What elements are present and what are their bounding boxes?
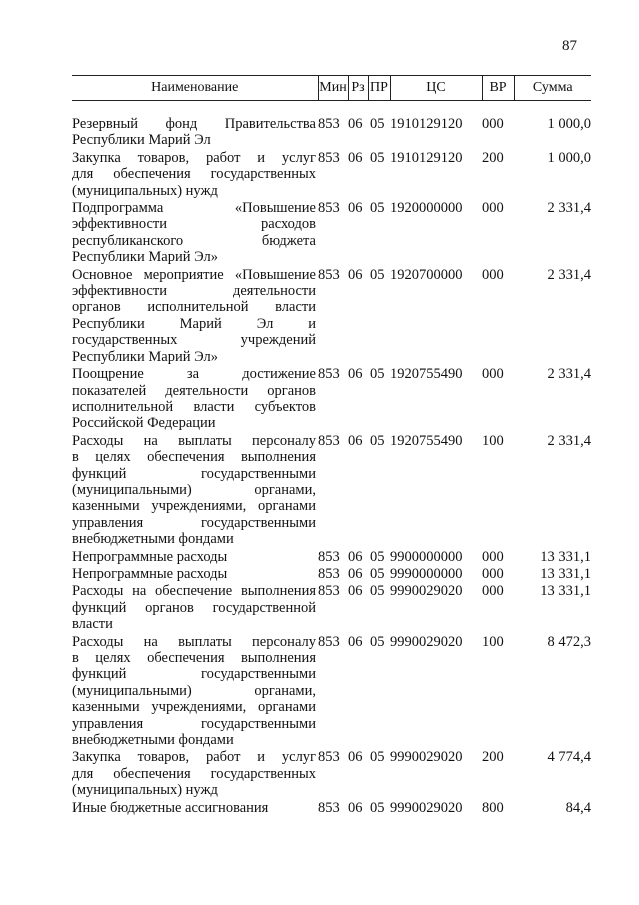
table-row bbox=[72, 583, 591, 632]
row-name bbox=[72, 366, 318, 432]
row-name-line: власти bbox=[72, 616, 113, 633]
row-name-line: эффективности деятельности bbox=[72, 283, 316, 300]
row-vr: 100 bbox=[482, 432, 504, 449]
row-cs: 9990000000 bbox=[390, 565, 463, 582]
header-min: Мин bbox=[318, 76, 348, 101]
row-vr: 200 bbox=[482, 749, 504, 766]
row-pr: 05 bbox=[370, 366, 385, 383]
row-pr: 05 bbox=[370, 565, 385, 582]
row-name-line: функций органов государственной bbox=[72, 599, 316, 616]
row-name-line: в целях обеспечения выполнения bbox=[72, 650, 316, 666]
row-vr: 800 bbox=[482, 799, 504, 816]
row-vr: 000 bbox=[482, 200, 504, 217]
row-min: 853 bbox=[318, 266, 340, 283]
row-rz: 06 bbox=[348, 366, 363, 383]
row-name bbox=[72, 150, 318, 199]
row-name bbox=[72, 200, 318, 266]
row-name-line: (муниципальными) органами, bbox=[72, 481, 316, 498]
row-name-line: функций государственными bbox=[72, 666, 316, 683]
row-sum: 2 331,4 bbox=[547, 366, 591, 383]
header-pr: ПР bbox=[368, 76, 390, 101]
row-min: 853 bbox=[318, 200, 340, 217]
table-row bbox=[72, 800, 591, 816]
row-name-line: показателей деятельности органов bbox=[72, 382, 316, 399]
row-min: 853 bbox=[318, 633, 340, 650]
row-pr: 05 bbox=[370, 432, 385, 449]
row-name-line: Расходы на выплаты персоналу bbox=[72, 633, 316, 650]
row-name-line: Непрограммные расходы bbox=[72, 548, 228, 565]
table-row bbox=[72, 566, 591, 582]
row-cs: 9990029020 bbox=[390, 749, 463, 766]
row-sum: 4 774,4 bbox=[547, 749, 591, 766]
row-name bbox=[72, 634, 318, 749]
header-rz: Рз bbox=[348, 76, 368, 101]
table-row bbox=[72, 116, 591, 149]
table-body bbox=[72, 116, 591, 817]
row-vr: 000 bbox=[482, 565, 504, 582]
table-row bbox=[72, 366, 591, 432]
row-sum: 8 472,3 bbox=[547, 633, 591, 650]
row-vr: 000 bbox=[482, 548, 504, 565]
row-name-line: Республики Марий Эл» bbox=[72, 249, 218, 266]
row-name-line: внебюджетными фондами bbox=[72, 732, 234, 749]
row-name-line: казенными учреждениями, органами bbox=[72, 699, 316, 716]
row-min: 853 bbox=[318, 799, 340, 816]
row-name-line: Закупка товаров, работ и услуг bbox=[72, 749, 316, 766]
row-cs: 9900000000 bbox=[390, 548, 463, 565]
row-vr: 200 bbox=[482, 149, 504, 166]
table-row bbox=[72, 267, 591, 365]
row-rz: 06 bbox=[348, 266, 363, 283]
row-name-line: в целях обеспечения выполнения bbox=[72, 449, 316, 466]
row-vr: 000 bbox=[482, 583, 504, 600]
row-name-line: (муниципальных) нужд bbox=[72, 782, 218, 799]
row-min: 853 bbox=[318, 366, 340, 383]
row-name bbox=[72, 267, 318, 365]
row-pr: 05 bbox=[370, 548, 385, 565]
row-pr: 05 bbox=[370, 799, 385, 816]
table-header bbox=[72, 75, 591, 101]
table-row bbox=[72, 749, 591, 798]
row-sum: 13 331,1 bbox=[540, 548, 591, 565]
row-name-line: исполнительной власти субъектов bbox=[72, 398, 316, 415]
row-min: 853 bbox=[318, 432, 340, 449]
table-row bbox=[72, 150, 591, 199]
row-sum: 13 331,1 bbox=[540, 565, 591, 582]
row-vr: 000 bbox=[482, 116, 504, 132]
row-rz: 06 bbox=[348, 116, 363, 132]
row-min: 853 bbox=[318, 583, 340, 600]
row-pr: 05 bbox=[370, 266, 385, 283]
row-name-line: управления государственными bbox=[72, 514, 316, 531]
row-name-line: Резервный фонд Правительства bbox=[72, 116, 316, 132]
row-name bbox=[72, 433, 318, 548]
row-name-line: Российской Федерации bbox=[72, 415, 216, 432]
row-name-line: (муниципальных) нужд bbox=[72, 182, 218, 199]
row-name-line: Расходы на выплаты персоналу bbox=[72, 432, 316, 449]
row-cs: 1920000000 bbox=[390, 200, 463, 217]
row-vr: 000 bbox=[482, 366, 504, 383]
row-cs: 1910129120 bbox=[390, 116, 463, 132]
row-min: 853 bbox=[318, 749, 340, 766]
row-name-line: управления государственными bbox=[72, 715, 316, 732]
row-name-line: Основное мероприятие «Повышение bbox=[72, 266, 316, 283]
row-cs: 9990029020 bbox=[390, 799, 463, 816]
row-name-line: Республики Марий Эл» bbox=[72, 348, 218, 365]
row-name bbox=[72, 749, 318, 798]
row-name-line: функций государственными bbox=[72, 465, 316, 482]
row-cs: 1920755490 bbox=[390, 366, 463, 383]
row-min: 853 bbox=[318, 565, 340, 582]
row-min: 853 bbox=[318, 149, 340, 166]
row-rz: 06 bbox=[348, 749, 363, 766]
row-name bbox=[72, 116, 318, 149]
row-name-line: Закупка товаров, работ и услуг bbox=[72, 149, 316, 166]
row-sum: 84,4 bbox=[565, 799, 591, 816]
row-cs: 1920755490 bbox=[390, 432, 463, 449]
row-pr: 05 bbox=[370, 749, 385, 766]
row-name-line: (муниципальными) органами, bbox=[72, 682, 316, 699]
table-row bbox=[72, 549, 591, 565]
row-pr: 05 bbox=[370, 633, 385, 650]
row-vr: 100 bbox=[482, 633, 504, 650]
row-name-line: казенными учреждениями, органами bbox=[72, 498, 316, 515]
row-cs: 1920700000 bbox=[390, 266, 463, 283]
row-name-line: республиканского бюджета bbox=[72, 232, 316, 249]
row-cs: 1910129120 bbox=[390, 149, 463, 166]
row-name bbox=[72, 800, 318, 816]
row-name-line: Республики Марий Эл bbox=[72, 132, 211, 149]
row-cs: 9990029020 bbox=[390, 633, 463, 650]
row-pr: 05 bbox=[370, 149, 385, 166]
row-rz: 06 bbox=[348, 633, 363, 650]
row-name-line: государственных учреждений bbox=[72, 332, 316, 349]
row-name-line: для обеспечения государственных bbox=[72, 765, 316, 782]
header-cs: ЦС bbox=[390, 76, 482, 101]
row-name-line: внебюджетными фондами bbox=[72, 531, 234, 548]
row-name bbox=[72, 583, 318, 632]
row-sum: 1 000,0 bbox=[547, 116, 591, 132]
row-name-line: Республики Марий Эл и bbox=[72, 315, 316, 332]
row-rz: 06 bbox=[348, 799, 363, 816]
row-cs: 9990029020 bbox=[390, 583, 463, 600]
header-sum: Сумма bbox=[514, 76, 591, 101]
row-sum: 2 331,4 bbox=[547, 432, 591, 449]
row-name-line: Поощрение за достижение bbox=[72, 366, 316, 383]
row-sum: 2 331,4 bbox=[547, 266, 591, 283]
table-row bbox=[72, 433, 591, 548]
row-pr: 05 bbox=[370, 116, 385, 132]
row-rz: 06 bbox=[348, 432, 363, 449]
row-name-line: Иные бюджетные ассигнования bbox=[72, 799, 269, 816]
row-pr: 05 bbox=[370, 583, 385, 600]
row-vr: 000 bbox=[482, 266, 504, 283]
row-sum: 2 331,4 bbox=[547, 200, 591, 217]
row-min: 853 bbox=[318, 116, 340, 132]
row-name-line: органов исполнительной власти bbox=[72, 299, 316, 316]
row-pr: 05 bbox=[370, 200, 385, 217]
row-sum: 1 000,0 bbox=[547, 149, 591, 166]
table-row bbox=[72, 200, 591, 266]
row-name-line: эффективности расходов bbox=[72, 216, 316, 233]
row-rz: 06 bbox=[348, 583, 363, 600]
row-rz: 06 bbox=[348, 565, 363, 582]
row-name-line: для обеспечения государственных bbox=[72, 166, 316, 183]
row-name bbox=[72, 549, 318, 565]
row-name bbox=[72, 566, 318, 582]
header-name: Наименование bbox=[72, 76, 318, 101]
table-row bbox=[72, 634, 591, 749]
page-number: 87 bbox=[562, 38, 577, 54]
header-vr: ВР bbox=[482, 76, 514, 101]
row-rz: 06 bbox=[348, 200, 363, 217]
row-name-line: Подпрограмма «Повышение bbox=[72, 200, 316, 217]
row-rz: 06 bbox=[348, 149, 363, 166]
row-rz: 06 bbox=[348, 548, 363, 565]
row-name-line: Расходы на обеспечение выполнения bbox=[72, 583, 316, 600]
row-sum: 13 331,1 bbox=[540, 583, 591, 600]
row-name-line: Непрограммные расходы bbox=[72, 565, 228, 582]
row-min: 853 bbox=[318, 548, 340, 565]
